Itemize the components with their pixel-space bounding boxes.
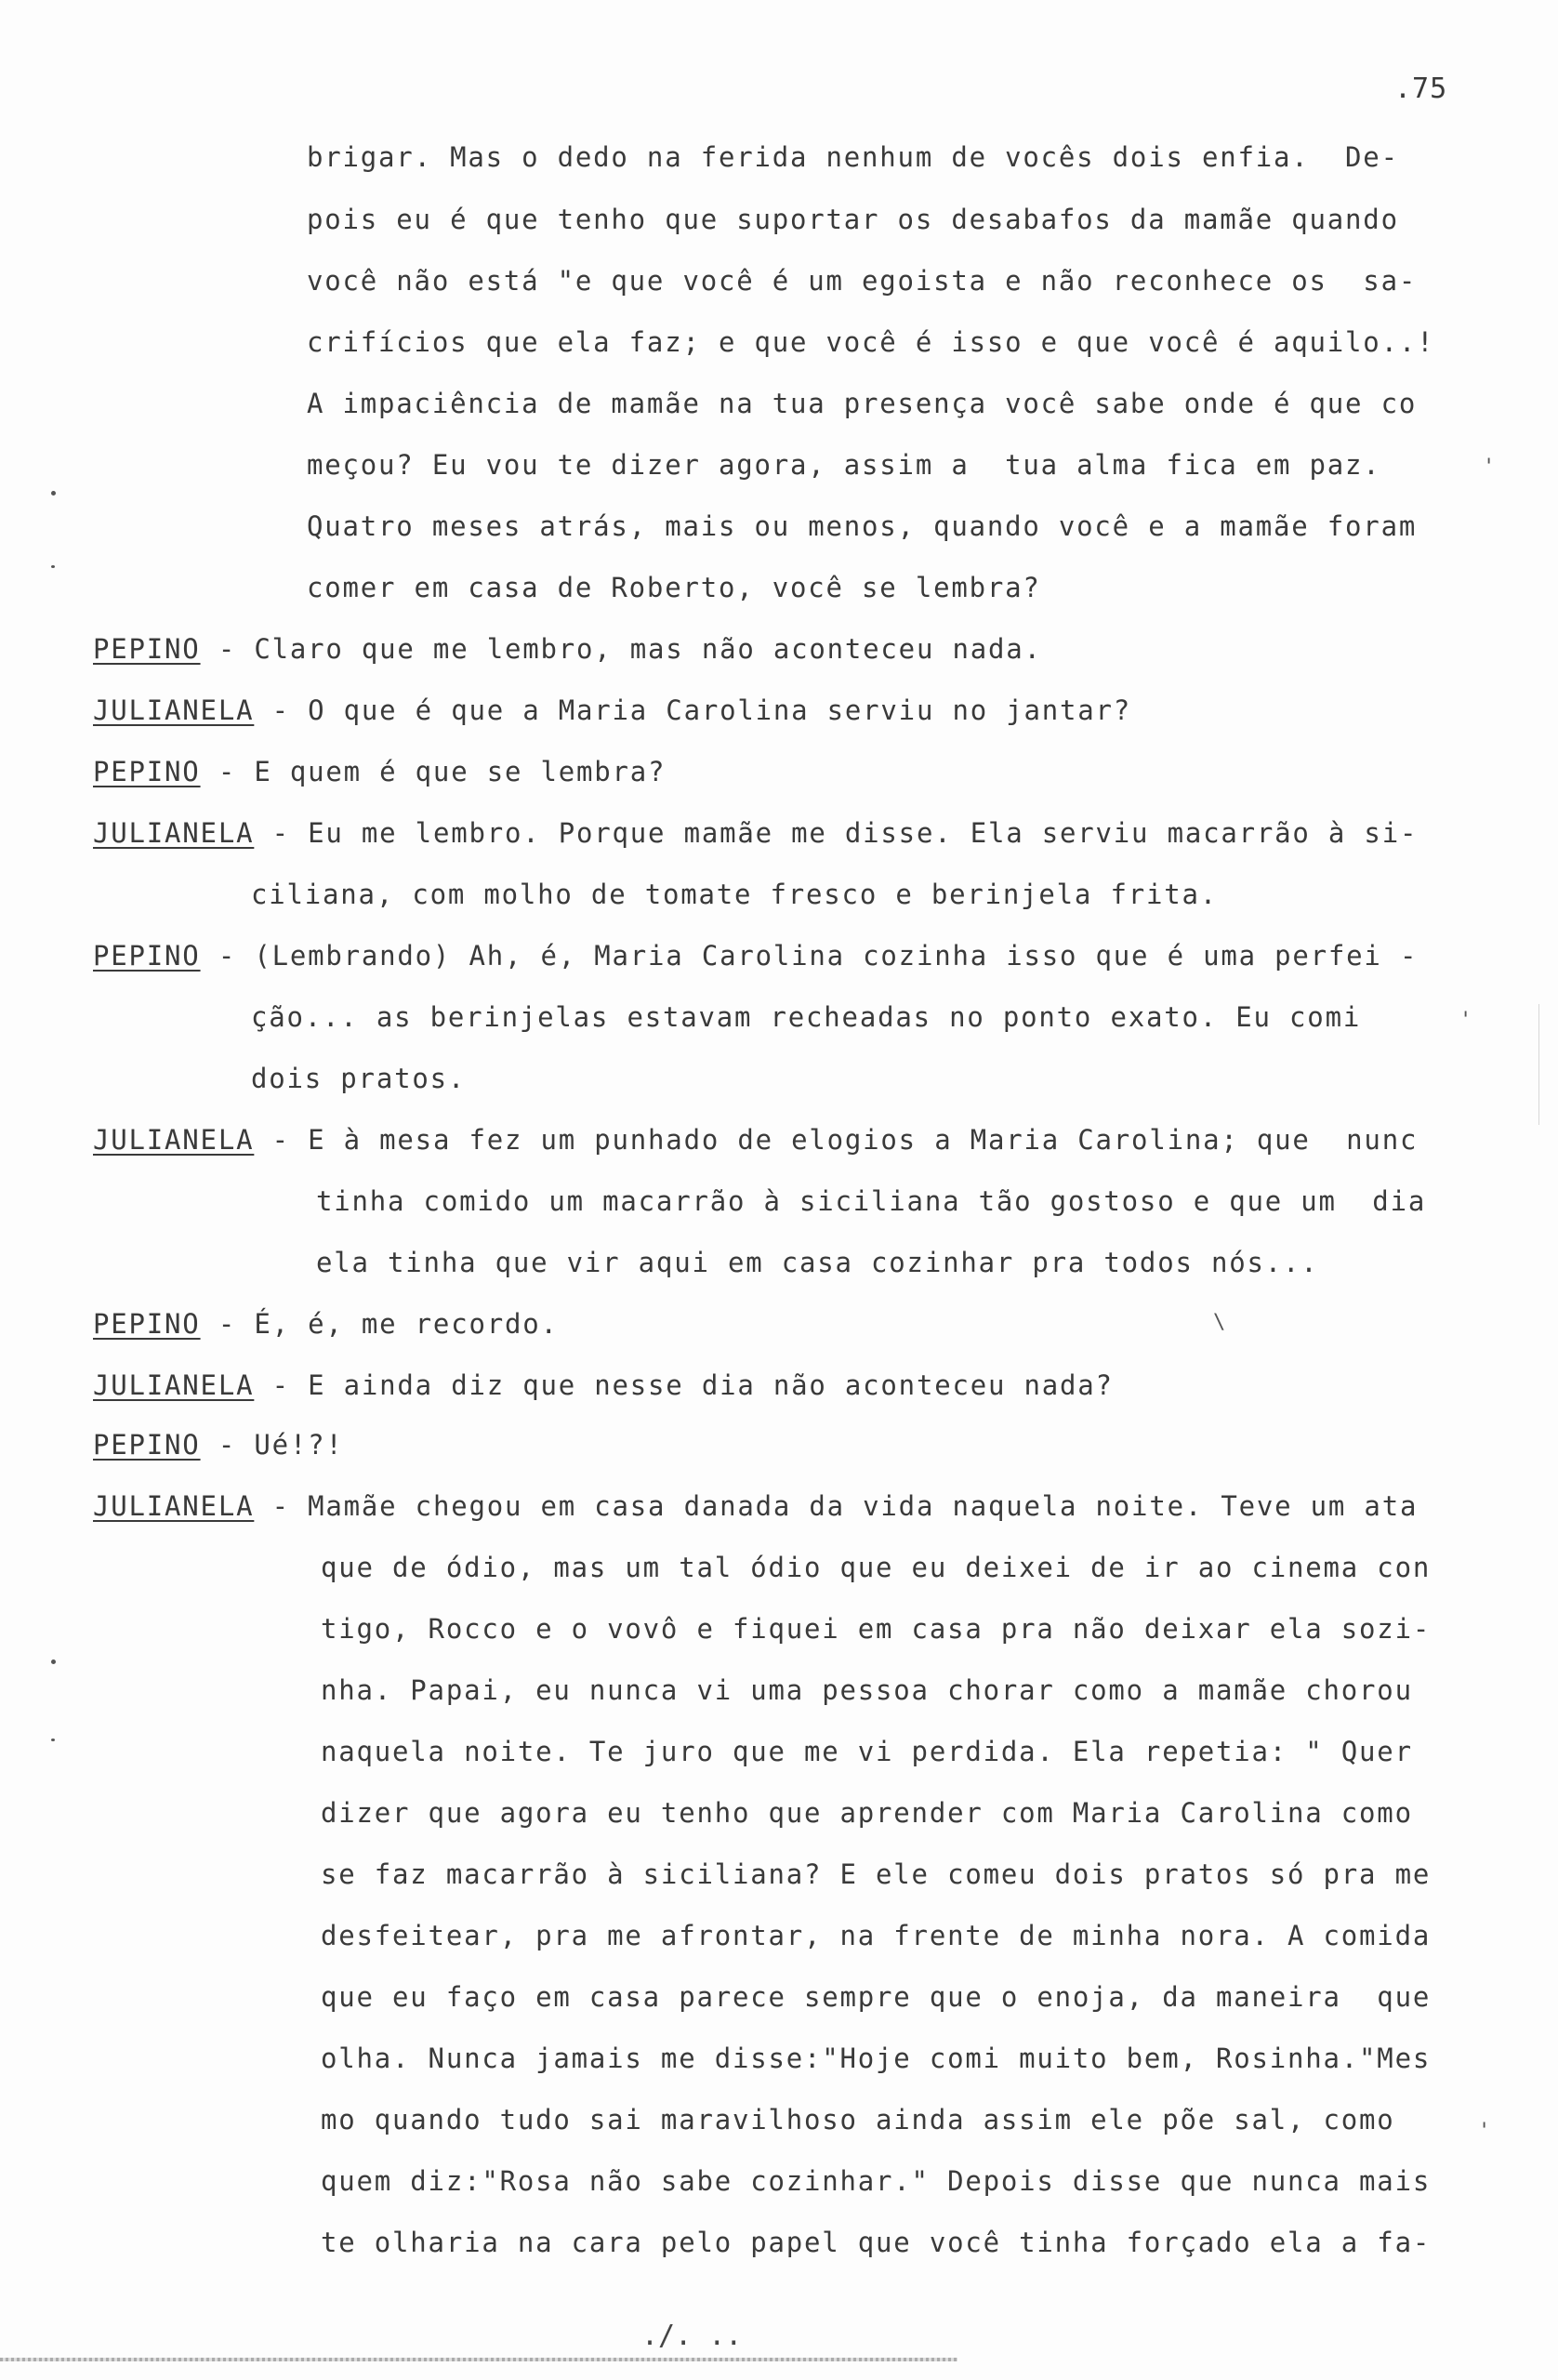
speaker-name: JULIANELA [93,1124,255,1156]
script-line [321,2045,1431,2072]
speaker-name: JULIANELA [93,1369,255,1401]
script-line [251,1065,466,1092]
script-line [307,572,1041,603]
line-text: - Claro que me lembro, mas não aconteceu nada. [200,633,1042,665]
line-text: comer em casa de Roberto, você se lembra? [307,572,1041,603]
line-text: você não está "e que você é um egoista e não reconhece os sa- [307,265,1418,297]
line-text: meçou? Eu vou te dizer agora, assim a tua alma fica em paz. [307,449,1381,481]
script-line [93,1124,1419,1156]
script-line [316,1247,1319,1278]
line-text: - E à mesa fez um punhado de elogios a Maria Carolina; que nunc [254,1124,1419,1156]
line-text: desfeitear, pra me afrontar, na frente de minha nora. A comida [321,1920,1432,1951]
binding-hole-mark [51,1739,55,1741]
script-line [93,694,1132,726]
line-text: - Ué!?! [200,1429,344,1461]
page-number: .75 [1394,73,1448,105]
binding-hole-mark [51,565,55,568]
script-line [321,1981,1432,2013]
script-line [93,756,667,787]
script-line [307,326,1435,358]
script-line [307,390,1417,417]
speaker-name: PEPINO [93,633,201,665]
speaker-name: JULIANELA [93,1490,255,1522]
script-line [93,940,1419,972]
line-text: dois pratos. [251,1063,467,1094]
script-line [307,510,1418,542]
margin-mark: ' [1483,456,1496,479]
speaker-name: PEPINO [93,940,201,972]
line-text: naquela noite. Te juro que me vi perdida. Ela repetia: " Quer [321,1736,1413,1767]
script-line [307,449,1381,481]
margin-mark: ' [1478,2120,1491,2143]
script-line [321,1554,1431,1581]
margin-mark: \ [1213,1311,1226,1334]
script-line [321,1613,1432,1645]
line-text: A impaciência de mamãe na tua presença você sabe onde é que co [307,388,1418,419]
line-text: ção... as berinjelas estavam recheadas no ponto exato. Eu comi [251,1001,1362,1033]
speaker-name: PEPINO [93,756,201,787]
script-line [307,141,1399,173]
speaker-name: JULIANELA [93,817,255,849]
script-line [321,1858,1432,1890]
page-footer-mark: ./. .. [641,2320,743,2352]
margin-rule [1538,1004,1539,1125]
line-text: que eu faço em casa parece sempre que o enoja, da maneira que [321,1981,1432,2013]
script-line [251,881,1218,908]
line-text: ciliana, com molho de tomate fresco e berinjela frita. [251,879,1219,910]
binding-hole-mark [51,1659,56,1664]
line-text: - O que é que a Maria Carolina serviu no jantar? [254,694,1132,726]
line-text: - Eu me lembro. Porque mamãe me disse. Ela serviu macarrão à si- [254,817,1419,849]
script-line [321,1920,1432,1951]
line-text: que de ódio, mas um tal ódio que eu deixei de ir ao cinema con [321,1552,1432,1583]
line-text: mo quando tudo sai maravilhoso ainda assim ele põe sal, como [321,2104,1395,2135]
line-text: tigo, Rocco e o vovô e fiquei em casa pra não deixar ela sozi- [321,1613,1432,1645]
script-line [93,817,1419,849]
script-line [321,2104,1395,2135]
script-line [321,1797,1413,1829]
line-text: se faz macarrão à siciliana? E ele comeu dois pratos só pra me [321,1858,1432,1890]
line-text: - (Lembrando) Ah, é, Maria Carolina cozinha isso que é uma perfei - [200,940,1419,972]
line-text: pois eu é que tenho que suportar os desabafos da mamãe quando [307,204,1399,235]
line-text: - Mamãe chegou em casa danada da vida naquela noite. Teve um ata [254,1490,1419,1522]
line-text: brigar. Mas o dedo na ferida nenhum de vocês dois enfia. De- [307,141,1399,173]
line-text: - É, é, me recordo. [200,1308,559,1340]
script-line [307,206,1399,233]
script-line [307,265,1418,297]
script-line [93,1490,1419,1522]
line-text: Quatro meses atrás, mais ou menos, quando você e a mamãe foram [307,510,1418,542]
script-line [321,2229,1431,2256]
script-line [251,1001,1362,1033]
script-line [93,1429,344,1461]
script-line [321,1674,1413,1706]
speaker-name: PEPINO [93,1429,201,1461]
speaker-name: PEPINO [93,1308,201,1340]
line-text: dizer que agora eu tenho que aprender com Maria Carolina como [321,1797,1413,1829]
script-line [321,1736,1413,1767]
line-text: - E quem é que se lembra? [200,756,667,787]
script-line [93,1369,1114,1401]
line-text: ela tinha que vir aqui em casa cozinhar pra todos nós... [316,1247,1319,1278]
binding-hole-mark [51,491,56,496]
script-line [316,1185,1427,1217]
line-text: crifícios que ela faz; e que você é isso e que você é aquilo..! [307,326,1435,358]
script-line [321,2165,1432,2197]
script-line [93,1308,559,1340]
line-text: te olharia na cara pelo papel que você tinha forçado ela a fa- [321,2227,1432,2258]
line-text: - E ainda diz que nesse dia não aconteceu nada? [254,1369,1114,1401]
line-text: nha. Papai, eu nunca vi uma pessoa chorar como a mamãe chorou [321,1674,1413,1706]
script-line [93,633,1042,665]
line-text: olha. Nunca jamais me disse:"Hoje comi muito bem, Rosinha."Mes [321,2043,1432,2074]
margin-mark: ' [1459,1009,1472,1032]
line-text: tinha comido um macarrão à siciliana tão gostoso e que um dia [316,1185,1427,1217]
speaker-name: JULIANELA [93,694,255,726]
scan-edge-strip [0,2358,957,2361]
line-text: quem diz:"Rosa não sabe cozinhar." Depois disse que nunca mais [321,2165,1432,2197]
